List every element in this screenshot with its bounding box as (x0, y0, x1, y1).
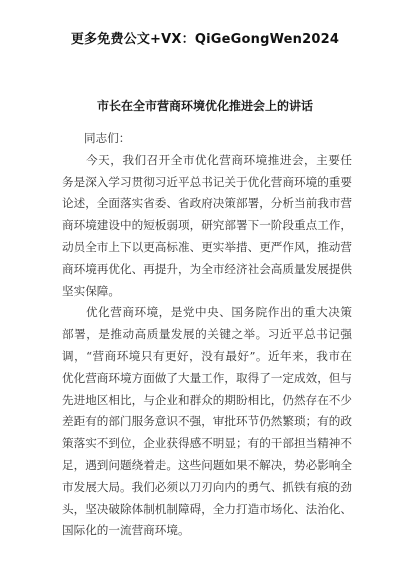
document-title: 市长在全市营商环境优化推进会上的讲话 (96, 99, 313, 113)
watermark-header: 更多免费公文+VX：QiGeGongWen2024 (70, 32, 340, 47)
paragraph-1: 今天，我们召开全市优化营商环境推进会，主要任务是深入学习贯彻习近平总书记关于优化营商环境的重要论述，全面落实省委、省政府决策部署，分析当前我市营商环境建设中的短板弱项，研究部署下一阶段重点工作，动员全市上下以更高标准、更实举措、更严作风，推动营商环境再优化、再提升，为全市经济社会高质量发展提供坚实保障。 (62, 152, 352, 298)
document-body (62, 128, 352, 542)
salutation: 同志们： (84, 131, 131, 145)
paragraph-2: 优化营商环境，是党中央、国务院作出的重大决策部署，是推动高质量发展的关键之举。习近平总书记强调，“营商环境只有更好，没有最好”。近年来，我市在优化营商环境方面做了大量工作，取得了一定成效，但与先进地区相比，与企业和群众的期盼相比，仍然存在不少差距有的部门服务意识不强，审批环节仍然繁琐；有的政策落实不到位，企业获得感不明显；有的干部担当精神不足，遇到问题绕着走。这些问题如果不解决，势必影响全市发展大局。我们必须以刀刃向内的勇气、抓铁有痕的劲头，坚决破除体制机制障碍，全力打造市场化、法治化、国际化的一流营商环境。 (62, 305, 352, 538)
